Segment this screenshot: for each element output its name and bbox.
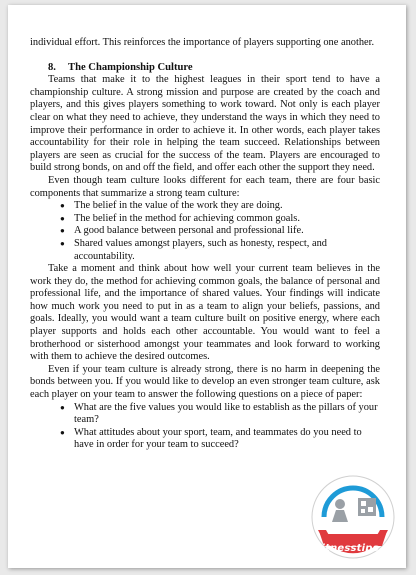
- section-heading: [30, 62, 380, 75]
- document-page: [8, 5, 406, 568]
- list-item: ● The belief in the method for achieving common goals.: [60, 213, 380, 226]
- section-number: 8.: [48, 61, 56, 73]
- list-item: ● The belief in the value of the work they are doing.: [60, 200, 380, 213]
- watermark-text: Fitnesstips.ir: [314, 543, 392, 554]
- list-item: ● Shared values amongst players, such as honesty, respect, and accountability.: [60, 238, 380, 263]
- watermark-logo: [310, 474, 396, 560]
- paragraph-reflection: Take a moment and think about how well your current team believes in the work they do, the method for achieving common goals, the balance of personal and professional life, and the importance of shared values. Your findings will indicate how much work you need to put in as a team to align your beliefs, passions, and goals. Ideally, you would want a team culture built on positive energy, where each player supports and holds each other accountable. You would want to feel a brotherhood or sisterhood amongst your teammates and look forward to working with them to achieve the desired outcomes.: [30, 263, 380, 363]
- list-item: ● What are the five values you would like to establish as the pillars of your team?: [60, 402, 380, 427]
- list-item: ● A good balance between personal and professional life.: [60, 225, 380, 238]
- questions-list: [30, 402, 380, 452]
- paragraph-championship: Teams that make it to the highest leagues in their sport tend to have a championship culture. A strong mission and purpose are created by the coach and players, and this gives players something to work toward. Not only is each player clear on what they need to achieve, they understand the ways in which they need to improve their performance in order to achieve it. In other words, each player takes accountability for their role in helping the team succeed. Relationships between players are seen as crucial for the success of the team. Players are encouraged to build strong bonds, on and off the field, and offer each other the support they need.: [30, 74, 380, 174]
- paragraph-components-intro: Even though team culture looks different for each team, there are four basic components that summarize a strong team culture:: [30, 174, 380, 199]
- paragraph-questions-intro: Even if your team culture is already strong, there is no harm in deepening the bonds between you. If you would like to develop an even stronger team culture, ask each player on your team to answer the following questions on a piece of paper:: [30, 363, 380, 401]
- section-title: The Championship Culture: [68, 61, 193, 73]
- paragraph-continued: individual effort. This reinforces the importance of players supporting one another.: [30, 37, 375, 48]
- page-content: [30, 37, 380, 452]
- components-list: [30, 200, 380, 263]
- list-item: ● What attitudes about your sport, team, and teammates do you need to have in order for your team to succeed?: [60, 427, 380, 452]
